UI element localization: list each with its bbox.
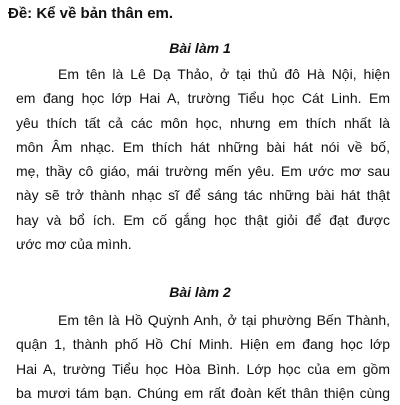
essay-2-body: [16, 308, 390, 405]
essay-2-line: ba mươi tám bạn. Chúng em rất đoàn kết thân thiện cùng: [16, 384, 390, 401]
assignment-title: Đề: Kể về bản thân em.: [8, 5, 174, 22]
essay-1-heading: Bài làm 1: [169, 40, 231, 56]
essay-1-line: hay và bổ ích. Em cố gắng học thật giỏi để đạt được: [16, 211, 390, 228]
essay-1-line: Em tên là Lê Dạ Thảo, ở tại thủ đô Hà Nội, hiện: [58, 66, 390, 82]
essay-2-line: quận 1, thành phố Hồ Chí Minh. Hiện em đang học lớp: [16, 336, 390, 353]
essay-1-body: [16, 62, 390, 256]
essay-1-line: này sẽ trở thành nhạc sĩ để sáng tác những bài hát thật: [16, 187, 390, 204]
essay-1-line: mẹ, thầy cô giáo, mái trường mến yêu. Em ước mơ sau: [16, 163, 390, 180]
essay-1-line: em đang học lớp Hai A, trường Tiểu học Cát Linh. Em: [16, 90, 390, 107]
essay-1-line: yêu thích tất cả các môn học, nhưng em thích nhất là: [16, 114, 390, 131]
essay-2-line: Hai A, trường Tiểu học Hòa Bình. Lớp học của em gồm: [16, 360, 390, 377]
essay-2-line: Em tên là Hồ Quỳnh Anh, ở tại phường Bến Thành,: [58, 312, 390, 328]
essay-2-heading: Bài làm 2: [169, 284, 231, 300]
essay-1-line: ước mơ của mình.: [16, 236, 132, 253]
essay-1-line: môn Âm nhạc. Em thích hát những bài hát nói về bố,: [16, 138, 390, 155]
